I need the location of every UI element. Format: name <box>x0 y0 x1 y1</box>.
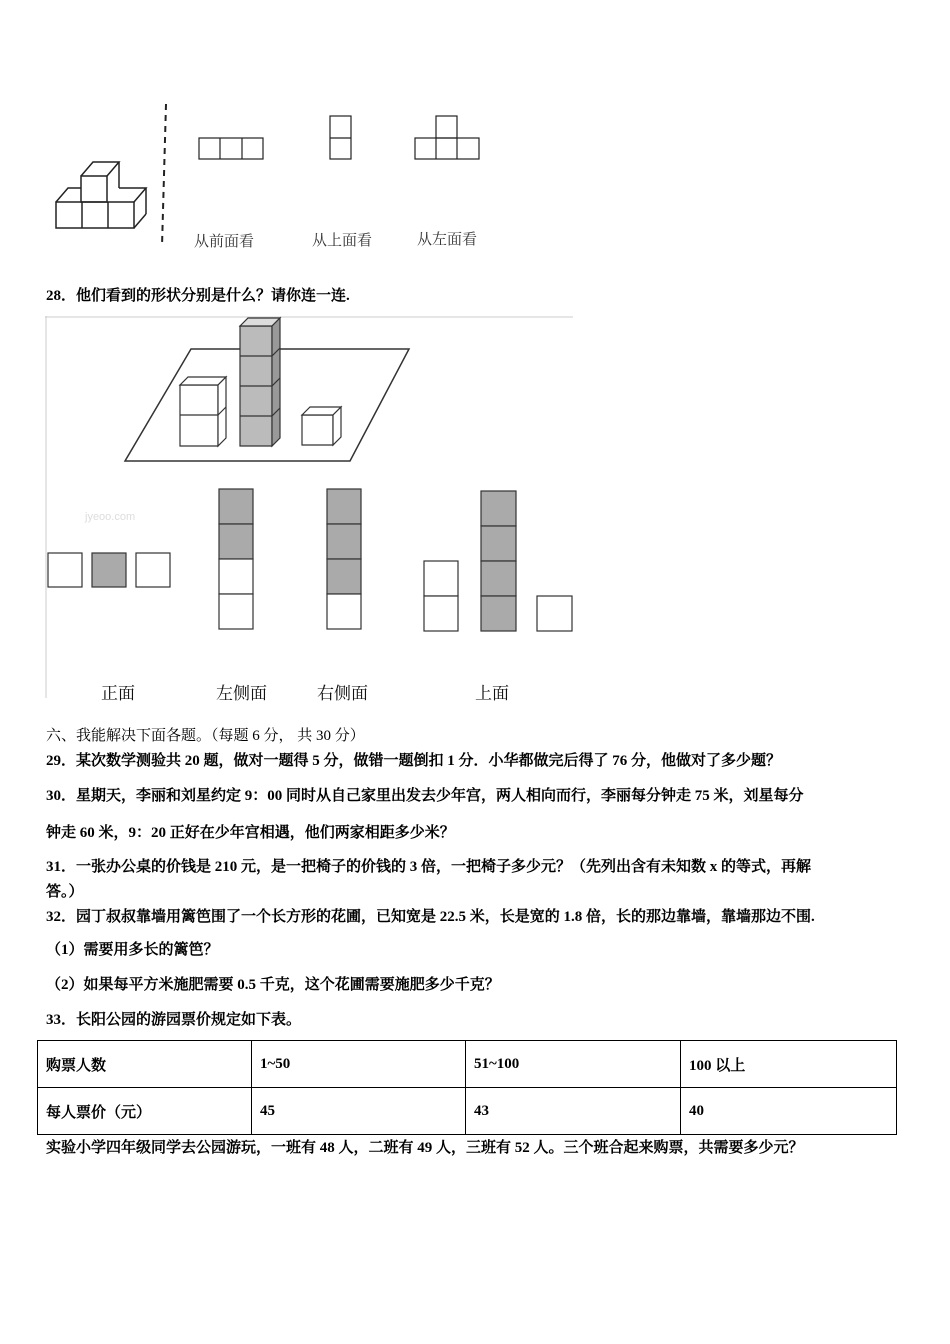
question-31-line2: 答。） <box>46 884 84 900</box>
figure-q28 <box>45 316 575 701</box>
table-row <box>38 1088 897 1135</box>
table-row <box>38 1041 897 1088</box>
question-31-line1: 31．一张办公桌的价钱是 210 元，是一把椅子的价钱的 3 倍，一把椅子多少元？（先列出含有未知数 x 的等式，再解 <box>46 859 812 875</box>
stack-one-white <box>302 407 341 445</box>
table-cell: 100 以上 <box>681 1041 897 1088</box>
question-32-sub2: （2）如果每平方米施肥需要 0.5 千克，这个花圃需要施肥多少千克？ <box>46 977 500 993</box>
stack-four-gray <box>240 318 280 446</box>
question-30-line2: 钟走 60 米，9：20 正好在少年宫相遇，他们两家相距多少米？ <box>46 825 455 841</box>
label-view-front: 从前面看 <box>194 233 255 250</box>
table-cell: 购票人数 <box>38 1041 252 1088</box>
label-right-side: 右侧面 <box>317 684 368 703</box>
question-28: 28．他们看到的形状分别是什么？请你连一连. <box>46 288 350 304</box>
label-front: 正面 <box>101 684 135 703</box>
watermark: jyeoo.com <box>85 511 136 523</box>
option-front-view <box>48 553 170 587</box>
question-29: 29．某次数学测验共 20 题，做对一题得 5 分，做错一题倒扣 1 分．小华都做完后得了 76 分，他做对了多少题？ <box>46 753 782 769</box>
label-view-left: 从左面看 <box>417 231 478 248</box>
table-cell: 45 <box>252 1088 466 1135</box>
ticket-price-table <box>37 1040 897 1135</box>
view-top-drawing <box>330 116 351 159</box>
question-32-sub1: （1）需要用多长的篱笆？ <box>46 942 219 958</box>
option-top-view <box>424 491 572 631</box>
section-6-heading: 六、我能解决下面各题。（每题 6 分， 共 30 分） <box>46 728 365 744</box>
option-left-side-view <box>219 489 253 629</box>
table-cell: 40 <box>681 1088 897 1135</box>
table-cell: 43 <box>466 1088 681 1135</box>
view-left-drawing <box>415 116 479 159</box>
question-33-text: 实验小学四年级同学去公园游玩，一班有 48 人，二班有 49 人，三班有 52 人。三个班合起来购票，共需要多少元？ <box>46 1140 804 1156</box>
table-cell: 每人票价（元） <box>38 1088 252 1135</box>
label-top: 上面 <box>475 684 509 703</box>
question-30-line1: 30．星期天，李丽和刘星约定 9：00 同时从自己家里出发去少年宫，两人相向而行，李丽每分钟走 75 米，刘星每分 <box>46 788 804 804</box>
stack-two-white <box>180 377 226 446</box>
view-front-drawing <box>199 138 263 159</box>
question-32-line1: 32．园丁叔叔靠墙用篱笆围了一个长方形的花圃，已知宽是 22.5 米，长是宽的 1.8 倍，长的那边靠墙，靠墙那边不围. <box>46 909 815 925</box>
table-cell: 51~100 <box>466 1041 681 1088</box>
table-cell: 1~50 <box>252 1041 466 1088</box>
question-33-intro: 33．长阳公园的游园票价规定如下表。 <box>46 1012 302 1028</box>
label-left-side: 左侧面 <box>216 684 267 703</box>
option-right-side-view <box>327 489 361 629</box>
label-view-top: 从上面看 <box>312 232 373 249</box>
cube-stack-drawing <box>56 162 146 228</box>
dashed-divider <box>162 104 166 246</box>
